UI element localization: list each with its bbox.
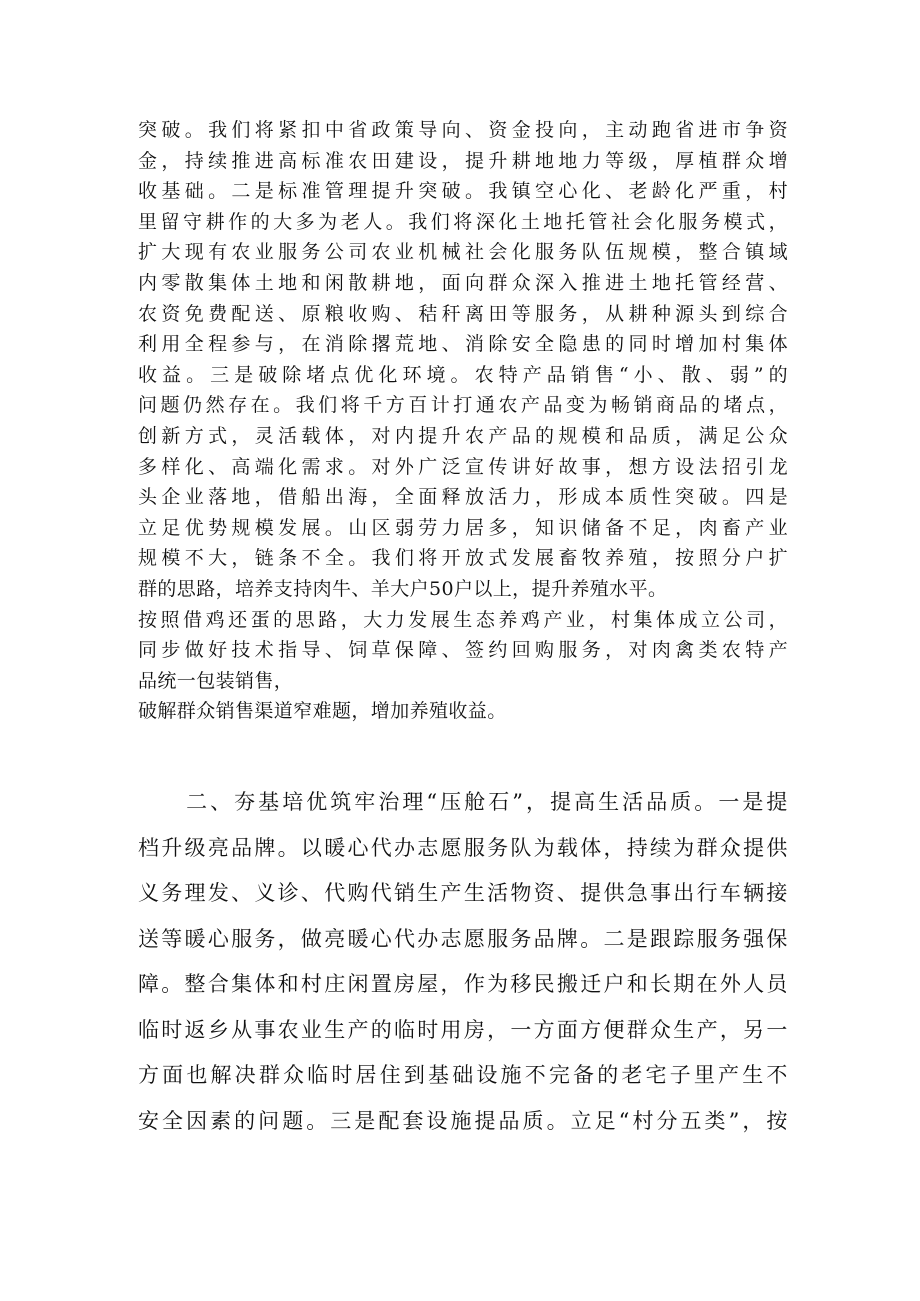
text-line: 按照借鸡还蛋的思路，大力发展生态养鸡产业，村集体成立公司， [138,608,788,631]
text-line: 扩大现有农业服务公司农业机械社会化服务队伍规模，整合镇域 [138,241,788,264]
text-line: 多样化、高端化需求。对外广泛宣传讲好故事，想方设法招引龙 [138,455,788,478]
text-line: 利用全程参与，在消除撂荒地、消除安全隐患的同时增加村集体 [138,333,788,356]
text-line: 方面也解决群众临时居住到基础设施不完备的老宅子里产生不 [138,1063,788,1087]
paragraph-section-two [138,780,788,1144]
text-line: 档升级亮品牌。以暖心代办志愿服务队为载体，持续为群众提供 [138,835,788,860]
section-heading-line: 二、夯基培优筑牢治理“压舱石”，提高生活品质。一是提 [138,790,788,814]
text-line: 里留守耕作的大多为老人。我们将深化土地托管社会化服务模式， [138,210,788,233]
text-line: 临时返乡从事农业生产的临时用房，一方面方便群众生产，另一 [138,1017,788,1042]
text-line: 破解群众销售渠道窄难题，增加养殖收益。 [138,700,507,723]
text-line: 收基础。二是标准管理提升突破。我镇空心化、老龄化严重，村 [138,180,788,203]
text-line: 障。整合集体和村庄闲置房屋，作为移民搬迁户和长期在外人员 [138,972,788,996]
text-line: 立足优势规模发展。山区弱劳力居多，知识储备不足，肉畜产业 [138,516,788,539]
text-line: 金，持续推进高标准农田建设，提升耕地地力等级，厚植群众增 [138,149,788,172]
text-line: 突破。我们将紧扣中省政策导向、资金投向，主动跑省进市争资 [138,119,788,141]
text-line: 群的思路，培养支持肉牛、羊大户50户以上，提升养殖水平。 [138,577,668,600]
text-line: 同步做好技术指导、饲草保障、签约回购服务，对肉禽类农特产 [138,639,788,662]
text-line: 送等暖心服务，做亮暖心代办志愿服务品牌。二是跟踪服务强保 [138,926,788,951]
text-line: 收益。三是破除堵点优化环境。农特产品销售“小、散、弱”的 [138,363,788,386]
text-line: 创新方式，灵活载体，对内提升农产品的规模和品质，满足公众 [138,424,788,447]
text-line: 问题仍然存在。我们将千方百计打通农产品变为畅销商品的堵点， [138,394,788,417]
text-line: 品统一包装销售， [138,669,294,692]
text-line: 头企业落地，借船出海，全面释放活力，形成本质性突破。四是 [138,486,788,509]
text-line: 内零散集体土地和闲散耕地，面向群众深入推进土地托管经营、 [138,271,788,294]
text-line: 农资免费配送、原粮收购、秸秆离田等服务，从耕种源头到综合 [138,302,788,325]
text-line: 规模不大，链条不全。我们将开放式发展畜牧养殖，按照分户扩 [138,547,788,570]
text-line: 义务理发、义诊、代购代销生产生活物资、提供急事出行车辆接 [138,881,788,905]
paragraph-agriculture [138,115,788,727]
text-line: 安全因素的问题。三是配套设施提品质。立足“村分五类”，按 [138,1108,788,1133]
